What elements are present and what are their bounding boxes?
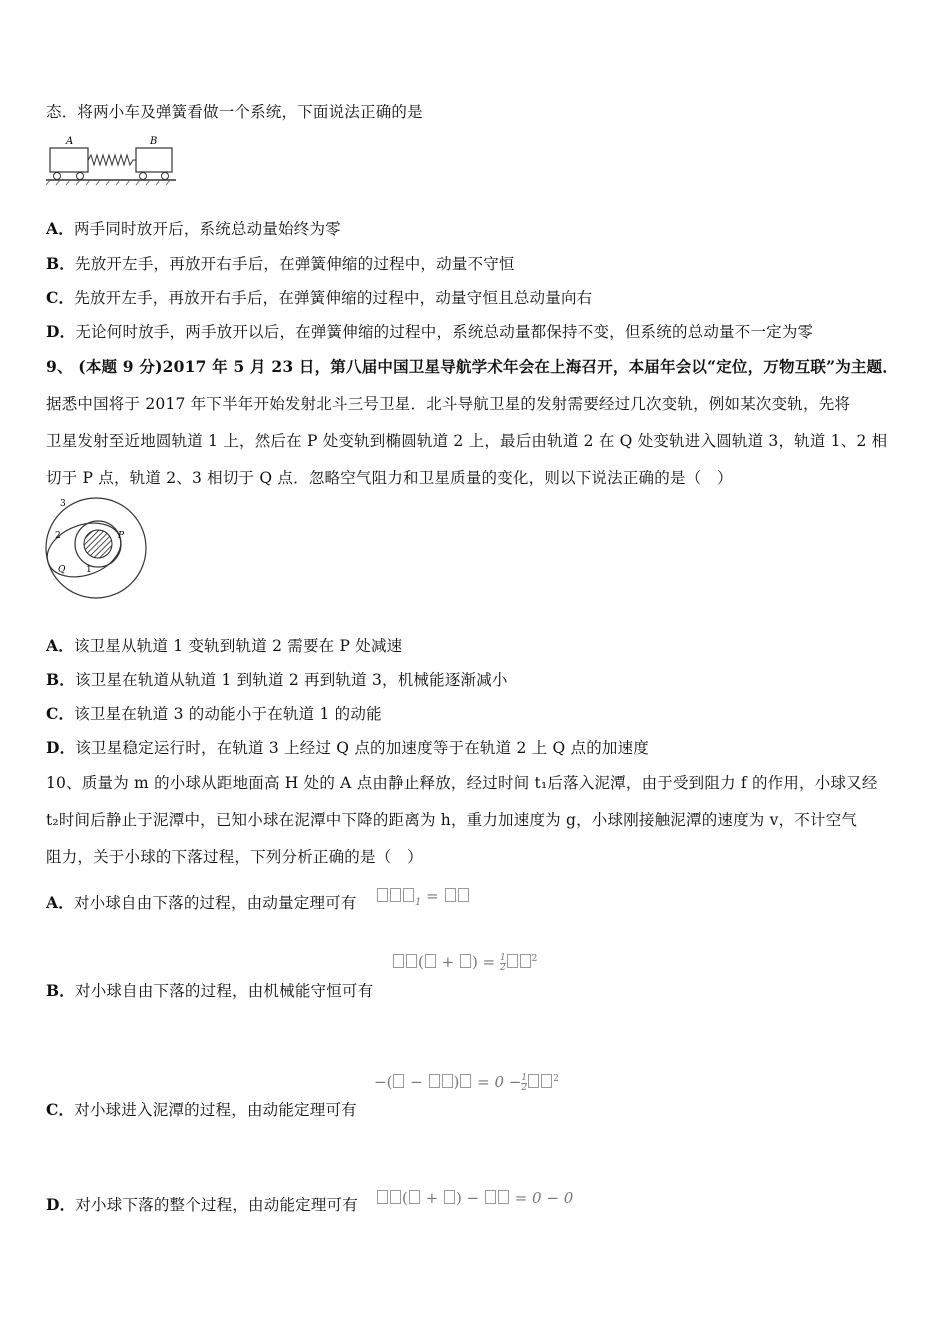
q9-option-c: C．该卫星在轨道 3 的动能小于在轨道 1 的动能 [46, 704, 382, 723]
q10-option-b: B．对小球自由下落的过程，由机械能守恒可有 [46, 981, 374, 1000]
orbit-figure [42, 496, 154, 602]
q9-option-a: A．该卫星从轨道 1 变轨到轨道 2 需要在 P 处减速 [46, 636, 403, 655]
intro-line: 态．将两小车及弹簧看做一个系统，下面说法正确的是 [46, 103, 423, 121]
q9-stem-line-1: 9、 (本题 9 分)2017 年 5 月 23 日，第八届中国卫星导航学术年会在上海召开，本届年会以“定位，万物互联”为主题． [46, 357, 899, 376]
orbit-1-label: 1 [86, 565, 92, 575]
q10-option-c: C．对小球进入泥潭的过程，由动能定理可有 [46, 1100, 357, 1119]
carts-spring-figure [44, 134, 178, 186]
q8-option-a: A．两手同时放开后，系统总动量始终为零 [46, 219, 341, 238]
q9-option-d: D．该卫星稳定运行时，在轨道 3 上经过 Q 点的加速度等于在轨道 2 上 Q 点的加速度 [46, 738, 649, 757]
q10-stem-line-2: t₂时间后静止于泥潭中，已知小球在泥潭中下降的距离为 h，重力加速度为 g，小球刚接触泥潭的速度为 v，不计空气 [46, 811, 858, 829]
q9-option-b: B．该卫星在轨道从轨道 1 到轨道 2 再到轨道 3，机械能逐渐减小 [46, 670, 508, 689]
orbit-3-label: 3 [60, 499, 66, 509]
q10-option-d: D．对小球下落的整个过程，由动能定理可有 [46, 1195, 358, 1214]
q8-option-c: C．先放开左手，再放开右手后，在弹簧伸缩的过程中，动量守恒且总动量向右 [46, 288, 593, 307]
point-p-label: P [118, 531, 125, 541]
formula-a: $_1$ = [376, 887, 470, 908]
q10-stem-line-1: 10、质量为 m 的小球从距地面高 H 处的 A 点由静止释放，经过时间 t₁后落入泥潭，由于受到阻力 f 的作用，小球又经 [46, 774, 878, 792]
q8-option-b: B．先放开左手，再放开右手后，在弹簧伸缩的过程中，动量不守恒 [46, 254, 515, 273]
q8-option-d: D．无论何时放手，两手放开以后，在弹簧伸缩的过程中，系统总动量都保持不变，但系统的总动量不一定为零 [46, 322, 814, 341]
q9-stem-line-4: 切于 P 点，轨道 2、3 相切于 Q 点．忽略空气阻力和卫星质量的变化，则以下说法正确的是（ ） [46, 469, 733, 487]
q9-stem-line-3: 卫星发射至近地圆轨道 1 上，然后在 P 处变轨到椭圆轨道 2 上，最后由轨道 2 在 Q 处变轨进入圆轨道 3，轨道 1、2 相 [46, 432, 888, 450]
point-q-label: Q [58, 565, 66, 575]
q9-stem-line-2: 据悉中国将于 2017 年下半年开始发射北斗三号卫星．北斗导航卫星的发射需要经过几次变轨，例如某次变轨，先将 [46, 395, 851, 413]
q10-stem-line-3: 阻力，关于小球的下落过程，下列分析正确的是（ ） [46, 848, 423, 866]
formula-d: ( + ) − = 0 − 0 [376, 1189, 573, 1207]
orbit-2-label: 2 [55, 531, 61, 541]
formula-c: −( − ) = 0 − $\frac{1}{2}$ $^2$ [374, 1072, 559, 1093]
cart-a-label: A [66, 136, 74, 147]
cart-b-label: B [150, 136, 158, 147]
q10-option-a: A．对小球自由下落的过程，由动量定理可有 [46, 893, 357, 912]
formula-b: ( + ) = $\frac{1}{2}$ $^2$ [392, 953, 537, 973]
